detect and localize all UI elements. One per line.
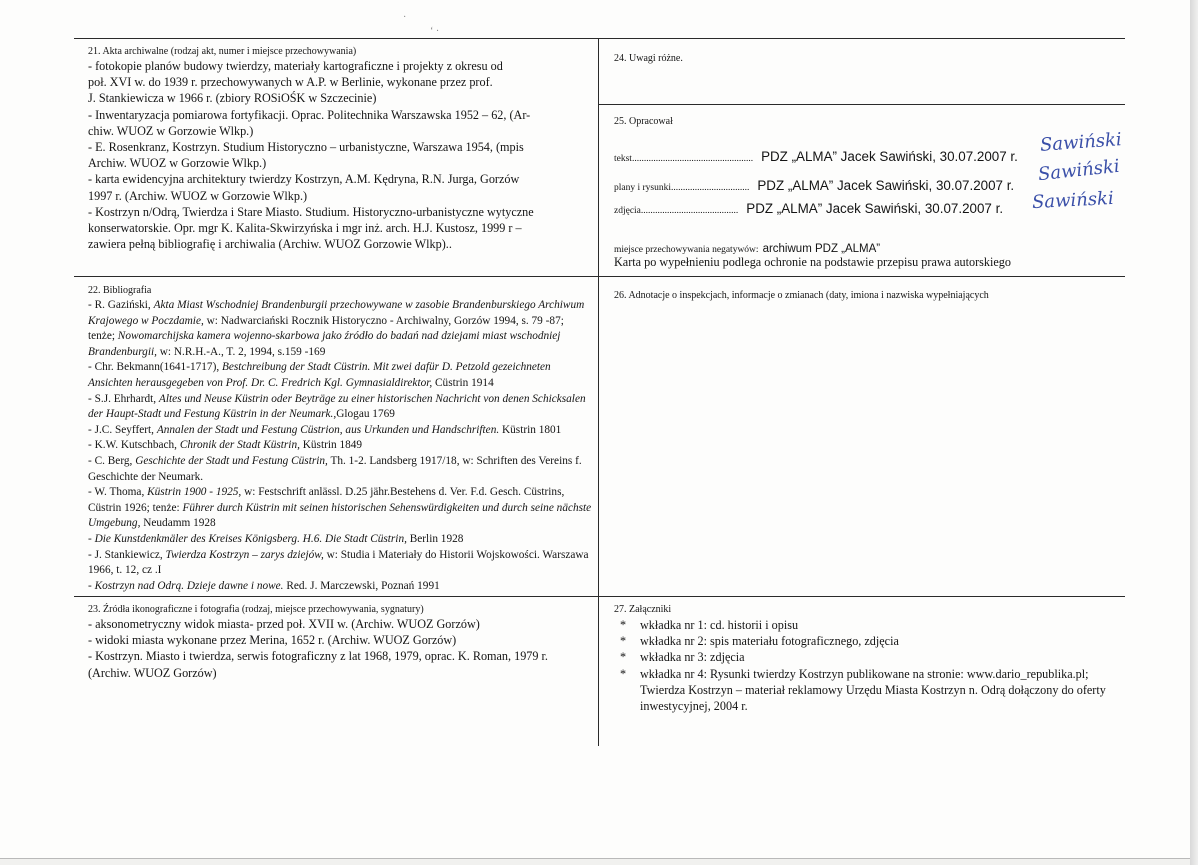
bibliography-text: - W. Thoma, <box>88 486 148 499</box>
bibliography-text: Glogau 1769 <box>336 408 395 421</box>
section-24-heading: 24. Uwagi różne. <box>614 53 683 64</box>
archival-line: 1997 r. (Archiw. WUOZ w Gorzowie Wlkp.) <box>88 188 308 203</box>
bullet-star: * <box>620 666 627 681</box>
negatives-label: miejsce przechowywania negatywów: <box>614 245 759 255</box>
archival-line: - fotokopie planów budowy twierdzy, materiały kartograficzne i projekty z okresu od <box>88 59 503 73</box>
iconographic-line: - aksonometryczny widok miasta- przed poł. XVII w. (Archiw. WUOZ Gorzów) <box>88 617 480 631</box>
section-23-body <box>88 616 598 681</box>
bullet-star: * <box>620 634 627 649</box>
iconographic-line: - Kostrzyn. Miasto i twierdza, serwis fotograficzny z lat 1968, 1979, oprac. K. Roman, 1979 r. <box>88 649 548 664</box>
iconographic-line: (Archiw. WUOZ Gorzów) <box>88 665 217 680</box>
archival-line: - karta ewidencyjna architektury twierdzy Kostrzyn, A.M. Kędryna, R.N. Jurga, Gorzów <box>88 172 520 187</box>
bibliography-title: Twierdza Kostrzyn – zarys dziejów, <box>165 548 324 561</box>
bibliography-text: - R. Gaziński, <box>88 299 154 311</box>
attachment-text: wkładka nr 4: Rysunki twierdzy Kostrzyn publikowane na stronie: www.dario_republika.pl; Twierdza Kostrzyn – materiał reklamowy Urzędu Miasta Kostrzyn n. Odrą dołączony do oferty inwestycyjnej, 2004 r. <box>640 666 1106 714</box>
section-25-heading: 25. Opracował <box>614 116 673 127</box>
bibliography-text: - S.J. Ehrhardt, <box>88 392 159 405</box>
attachment-text: wkładka nr 3: zdjęcia <box>640 650 745 665</box>
attachment-item <box>614 666 1119 715</box>
bibliography-entry <box>88 360 593 391</box>
attachment-text: wkładka nr 2: spis materiału fotograficznego, zdjęcia <box>640 634 899 649</box>
prepared-row-value: PDZ „ALMA” Jacek Sawiński, 30.07.2007 r. <box>761 149 1018 164</box>
bibliography-text: w: Festschrift anlässl. D.25 jähr.Bestehens d. Ver. F.d. Gesch. Cüstrins, Cüstrin 1926; tenże: <box>88 486 565 514</box>
archival-line: chiw. WUOZ w Gorzowie Wlkp.) <box>88 123 254 138</box>
bibliography-entry <box>88 423 593 439</box>
bibliography-text: Th. 1-2. Landsberg 1917/18, w: Schriften des Vereins f. Geschichte der Neumark. <box>88 454 582 483</box>
bibliography-entry <box>88 579 593 595</box>
signature-2: Sawiński <box>1037 155 1121 186</box>
prepared-row-dots: ......................................... <box>640 206 739 216</box>
prepared-row-value: PDZ „ALMA” Jacek Sawiński, 30.07.2007 r. <box>757 178 1015 193</box>
bibliography-title: Kostrzyn nad Odrą. Dzieje dawne i nowe. <box>94 579 284 592</box>
bibliography-entry <box>88 485 593 532</box>
copyright-note: Karta po wypełnieniu podlega ochronie na podstawie przepisu prawa autorskiego <box>614 255 1011 269</box>
bibliography-entry <box>88 454 593 485</box>
bibliography-text: w: Studia i Materiały do Historii Wojskowości. Warszawa 1966, t. 12, cz .I <box>88 548 589 577</box>
archival-line: J. Stankiewicza w 1966 r. (zbiory ROSiOŚK w Szczecinie) <box>88 91 377 106</box>
archival-line: - Inwentaryzacja pomiarowa fortyfikacji. Oprac. Politechnika Warszawska 1952 – 62, (Ar- <box>88 107 531 122</box>
bibliography-text: Küstrin 1801 <box>499 423 562 436</box>
section-22-heading: 22. Bibliografia <box>88 285 152 296</box>
bibliography-title: Bestchreibung der Stadt Cüstrin. Mit zwei dafür D. Petzold gezeichneten Ansichten herausgegeben von Prof. Dr. C. Fredrich Kgl. Gymnasialdirektor, <box>88 361 551 389</box>
section-27-list <box>614 617 1119 714</box>
bullet-star: * <box>620 650 627 665</box>
section-22-entries <box>88 298 593 594</box>
archival-line: - Kostrzyn n/Odrą, Twierdza i Stare Miasto. Studium. Historyczno-urbanistyczne wytyczne <box>88 204 534 219</box>
bibliography-title: Die Kunstdenkmäler des Kreises Königsberg. H.6. Die Stadt Cüstrin, <box>94 532 407 545</box>
bibliography-title: Küstrin 1900 - 1925, <box>147 486 242 499</box>
prepared-row-dots: ................................................... <box>631 154 754 164</box>
section-23-iconographic-sources <box>88 603 598 681</box>
attachment-text: wkładka nr 1: cd. historii i opisu <box>640 618 799 632</box>
bibliography-text: - J. Stankiewicz, <box>88 548 166 561</box>
prepared-row-label: zdjęcia <box>614 206 641 216</box>
prepared-row-label: plany i rysunki <box>614 183 671 193</box>
bibliography-entry <box>88 548 593 579</box>
bibliography-entry <box>88 392 593 423</box>
bibliography-text: Red. J. Marczewski, Poznań 1991 <box>283 579 440 592</box>
bibliography-entry <box>88 438 593 454</box>
frame-column-divider <box>598 38 599 746</box>
bibliography-title: Geschichte der Stadt und Festung Cüstrin, <box>135 454 328 467</box>
section-27-attachments <box>614 603 1119 714</box>
frame-top-line <box>74 38 1125 39</box>
frame-row-line-2 <box>74 596 1125 597</box>
bibliography-text: - <box>88 579 95 592</box>
bibliography-text: - C. Berg, <box>88 454 136 467</box>
section-21-body <box>88 58 593 252</box>
section-26-heading: 26. Adnotacje o inspekcjach, informacje o zmianach (daty, imiona i nazwiska wypełniających <box>614 290 989 301</box>
prepared-row-label: tekst <box>614 154 632 164</box>
bibliography-entry <box>88 532 593 548</box>
archival-line: zawiera pełną bibliografię i archiwalia (Archiw. WUOZ Gorzowie Wlkp).. <box>88 237 452 252</box>
section-21-heading: 21. Akta archiwalne (rodzaj akt, numer i miejsce przechowywania) <box>88 46 357 57</box>
section-27-heading: 27. Załączniki <box>614 604 672 615</box>
bibliography-text: Neudamm 1928 <box>140 517 216 530</box>
iconographic-line: - widoki miasta wykonane przez Merina, 1652 r. (Archiw. WUOZ Gorzów) <box>88 633 457 648</box>
attachment-item <box>614 617 1119 633</box>
archival-line: konserwatorskie. Opr. mgr K. Kalita-Skwirzyńska i mgr inż. arch. H.J. Kustosz, 1999 r – <box>88 221 522 236</box>
negatives-value: archiwum PDZ „ALMA” <box>762 243 881 255</box>
archival-line: - E. Rosenkranz, Kostrzyn. Studium Historyczno – urbanistyczne, Warszawa 1954, (mpis <box>88 140 524 155</box>
scan-edge <box>1190 0 1198 865</box>
prepared-row-value: PDZ „ALMA” Jacek Sawiński, 30.07.2007 r. <box>746 201 1004 216</box>
frame-row-line-1 <box>74 276 1125 277</box>
bibliography-text: w: Nadwarciański Rocznik Historyczno - Archiwalny, Gorzów 1994, s. 79 -87; tenże; <box>88 314 564 343</box>
bibliography-title: Akta Miast Wschodniej Brandenburgii przechowywane w zasobie Brandenburskiego Archiwum Krajowego w Poczdamie, <box>88 299 585 327</box>
prepared-row-dots: ................................. <box>671 183 750 193</box>
bibliography-text: Küstrin 1849 <box>299 439 363 452</box>
signature-1: Sawiński <box>1039 129 1123 156</box>
bibliography-title: Annalen der Stadt und Festung Cüstrion, aus Urkunden und Handschriften. <box>156 423 500 436</box>
bullet-star: * <box>620 618 627 632</box>
bibliography-text: - <box>88 532 95 545</box>
bibliography-entry <box>88 298 593 360</box>
frame-line-24-25 <box>598 104 1125 105</box>
bibliography-text: Cüstrin 1914 <box>432 376 494 389</box>
bibliography-title: Nowomarchijska kamera wojenno-skarbowa jako źródło do badań nad dziejami miast wschodniej Brandenburgii, <box>88 330 561 358</box>
signature-3: Sawiński <box>1031 187 1115 214</box>
section-23-heading: 23. Źródła ikonograficzne i fotografia (rodzaj, miejsce przechowywania, sygnatury) <box>88 604 424 615</box>
bibliography-title: Altes und Neuse Küstrin oder Beyträge zu einer historischen Nachricht von denen Schicksalen der Haupt-Stadt und Festung Küstrin in der Neumark., <box>88 392 586 421</box>
scan-speck: ʻ · <box>430 26 440 37</box>
section-21-archival-records <box>88 45 593 252</box>
attachment-item <box>614 649 1119 665</box>
section-22-bibliography <box>88 284 593 594</box>
prepared-row-text <box>614 148 1018 166</box>
bibliography-title: Chronik der Stadt Küstrin, <box>179 439 300 452</box>
bibliography-text: - K.W. Kutschbach, <box>88 439 180 452</box>
scan-speck: · <box>403 12 407 23</box>
bibliography-text: Berlin 1928 <box>406 532 464 545</box>
bibliography-text: - J.C. Seyffert, <box>88 423 157 436</box>
archival-line: Archiw. WUOZ w Gorzowie Wlkp.) <box>88 156 267 171</box>
bibliography-text: w: N.R.H.-A., T. 2, 1994, s.159 -169 <box>156 345 326 358</box>
prepared-row-drawings <box>614 177 1014 195</box>
bibliography-text: - Chr. Bekmann(1641-1717), <box>88 361 222 374</box>
bibliography-title: Führer durch Küstrin mit seinen historischen Sehenswürdigkeiten und durch seine nächste Umgebung, <box>88 501 592 530</box>
archival-line: poł. XVI w. do 1939 r. przechowywanych w A.P. w Berlinie, wykonane przez prof. <box>88 75 493 90</box>
prepared-row-photos <box>614 200 1003 218</box>
attachment-item <box>614 633 1119 649</box>
